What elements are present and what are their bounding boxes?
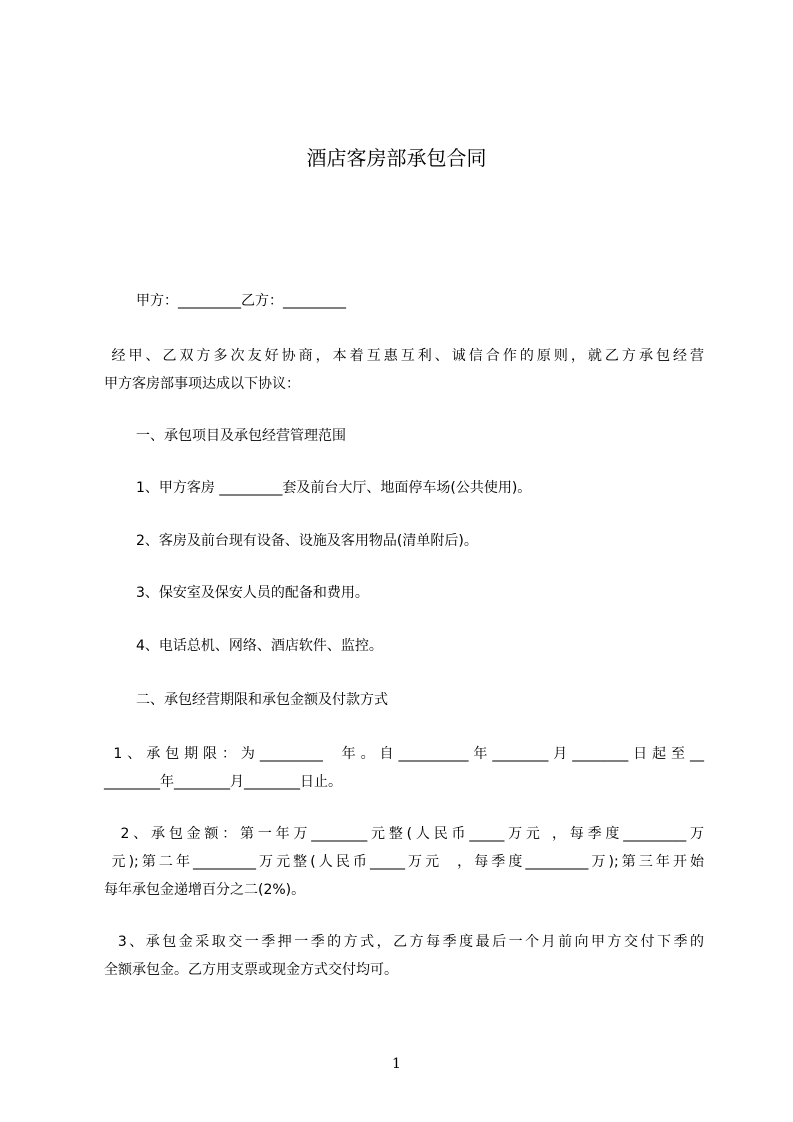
section-2-item-2-line-1: 2、承包金额：第一年万________元整(人民币_____万元 ，每季度_________万 bbox=[104, 826, 704, 842]
section-2-item-2-line-3: 每年承包金递增百分之二(2%)。 bbox=[104, 882, 306, 898]
section-1-item-3: 3、保安室及保安人员的配备和费用。 bbox=[136, 585, 369, 601]
section-2-item-3-line-1: 3、承包金采取交一季押一季的方式，乙方每季度最后一个月前向甲方交付下季的 bbox=[104, 934, 705, 950]
section-2-item-1-line-2: ________年________月________日止。 bbox=[104, 774, 342, 790]
section-1-item-4: 4、电话总机、网络、酒店软件、监控。 bbox=[136, 638, 383, 654]
section-1-item-2: 2、客房及前台现有设备、设施及客用物品(清单附后)。 bbox=[136, 533, 478, 549]
section-1-heading: 一、承包项目及承包经营管理范围 bbox=[136, 428, 346, 444]
intro-line-2: 甲方客房部事项达成以下协议： bbox=[104, 376, 300, 392]
page-number: 1 bbox=[392, 1056, 401, 1072]
section-2-item-2-line-2: 元);第二年_________万元整(人民币_____万元 ，每季度_________万);第三年开始 bbox=[104, 854, 705, 870]
parties-line: 甲方：_________乙方：_________ bbox=[136, 293, 346, 309]
section-2-item-1-line-1: 1、承包期限：为_________ 年。自__________年________月________日起至__ bbox=[104, 746, 705, 762]
section-2-heading: 二、承包经营期限和承包金额及付款方式 bbox=[136, 692, 388, 708]
section-1-item-1: 1、甲方客房 _________套及前台大厅、地面停车场(公共使用)。 bbox=[136, 480, 532, 496]
section-2-item-3-line-2: 全额承包金。乙方用支票或现金方式交付均可。 bbox=[104, 962, 398, 978]
document-title: 酒店客房部承包合同 bbox=[306, 146, 487, 170]
intro-line-1: 经甲、乙双方多次友好协商，本着互惠互利、诚信合作的原则，就乙方承包经营 bbox=[104, 348, 704, 364]
